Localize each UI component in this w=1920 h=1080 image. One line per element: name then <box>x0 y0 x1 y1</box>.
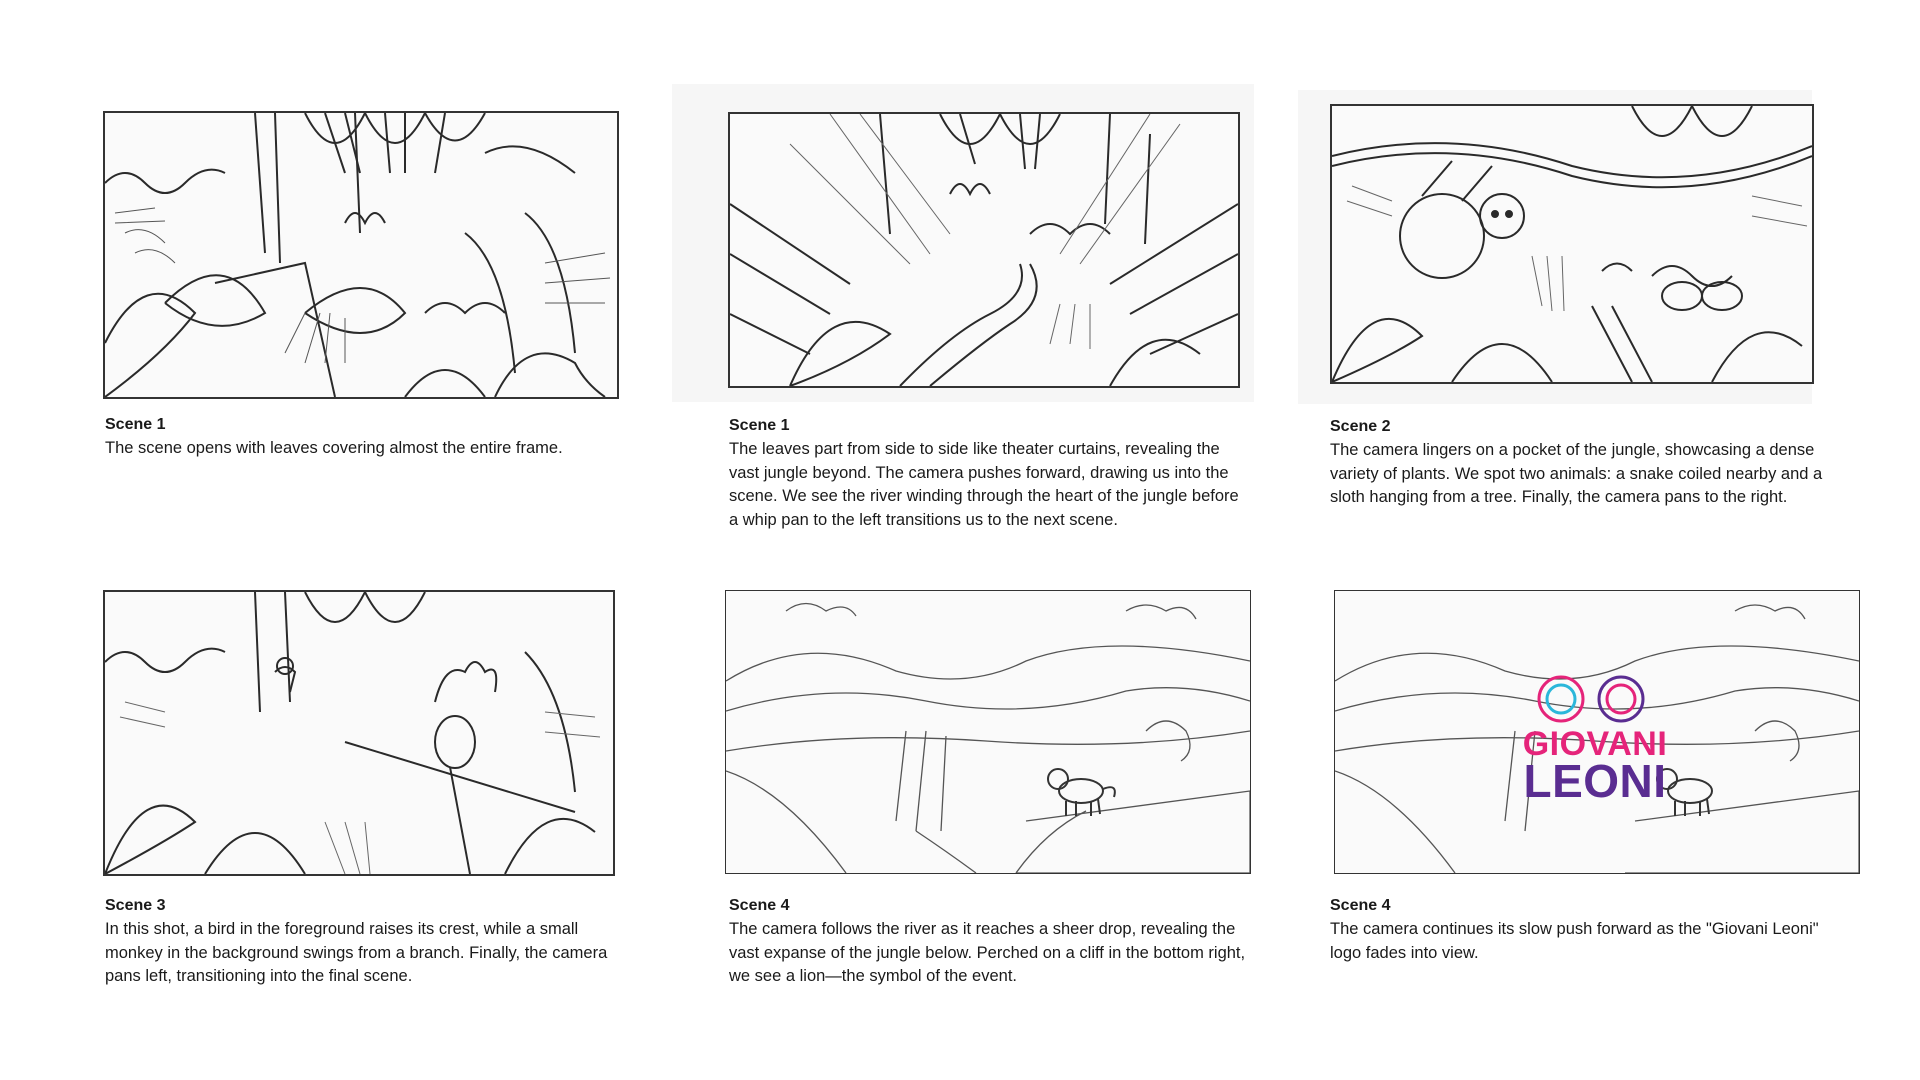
bird-monkey-illustration <box>105 592 613 874</box>
jungle-leaves-illustration <box>105 113 617 397</box>
scene-description: The scene opens with leaves covering almost the entire frame. <box>105 439 563 457</box>
valley-lion-illustration <box>726 591 1250 873</box>
scene-description: In this shot, a bird in the foreground raises its crest, while a small monkey in the background swings from a branch. Finally, the camera pans left, transitioning into the final scene. <box>105 920 608 985</box>
lion-logo-icons <box>1539 677 1643 721</box>
scene-4-sketch <box>725 590 1251 874</box>
logo-word-giovani: GIOVANI <box>1522 725 1668 763</box>
scene-3-sketch <box>103 590 615 876</box>
parting-leaves-illustration <box>730 114 1238 386</box>
scene-description: The camera continues its slow push forward as the "Giovani Leoni" logo fades into view. <box>1330 920 1819 962</box>
scene-description: The camera lingers on a pocket of the jungle, showcasing a dense variety of plants. We spot two animals: a snake coiled nearby and a sloth hanging from a tree. Finally, the camera pans to the right. <box>1330 441 1823 506</box>
scene-1b-sketch <box>728 112 1240 388</box>
scene-4b-caption <box>1330 896 1850 965</box>
scene-title: Scene 4 <box>1330 897 1391 914</box>
logo-word-leoni: LEONI <box>1523 755 1667 807</box>
scene-3-caption <box>105 896 625 989</box>
scene-1-caption <box>105 415 625 461</box>
giovani-leoni-logo <box>1520 725 1670 807</box>
scene-title: Scene 3 <box>105 897 166 914</box>
scene-title: Scene 4 <box>729 897 790 914</box>
scene-title: Scene 1 <box>729 417 790 434</box>
scene-2-sketch <box>1330 104 1814 384</box>
sloth-snake-illustration <box>1332 106 1812 382</box>
scene-description: The camera follows the river as it reaches a sheer drop, revealing the vast expanse of the jungle below. Perched on a cliff in the bottom right, we see a lion—the symbol of the event. <box>729 920 1246 985</box>
scene-description: The leaves part from side to side like theater curtains, revealing the vast jungle beyond. The camera pushes forward, drawing us into the scene. We see the river winding through the heart of the jungle before a whip pan to the left transitions us to the next scene. <box>729 440 1239 529</box>
scene-1-sketch <box>103 111 619 399</box>
scene-title: Scene 2 <box>1330 418 1391 435</box>
scene-2-caption <box>1330 417 1850 510</box>
scene-4-caption <box>729 896 1249 989</box>
scene-1b-caption <box>729 416 1249 532</box>
scene-title: Scene 1 <box>105 416 166 433</box>
